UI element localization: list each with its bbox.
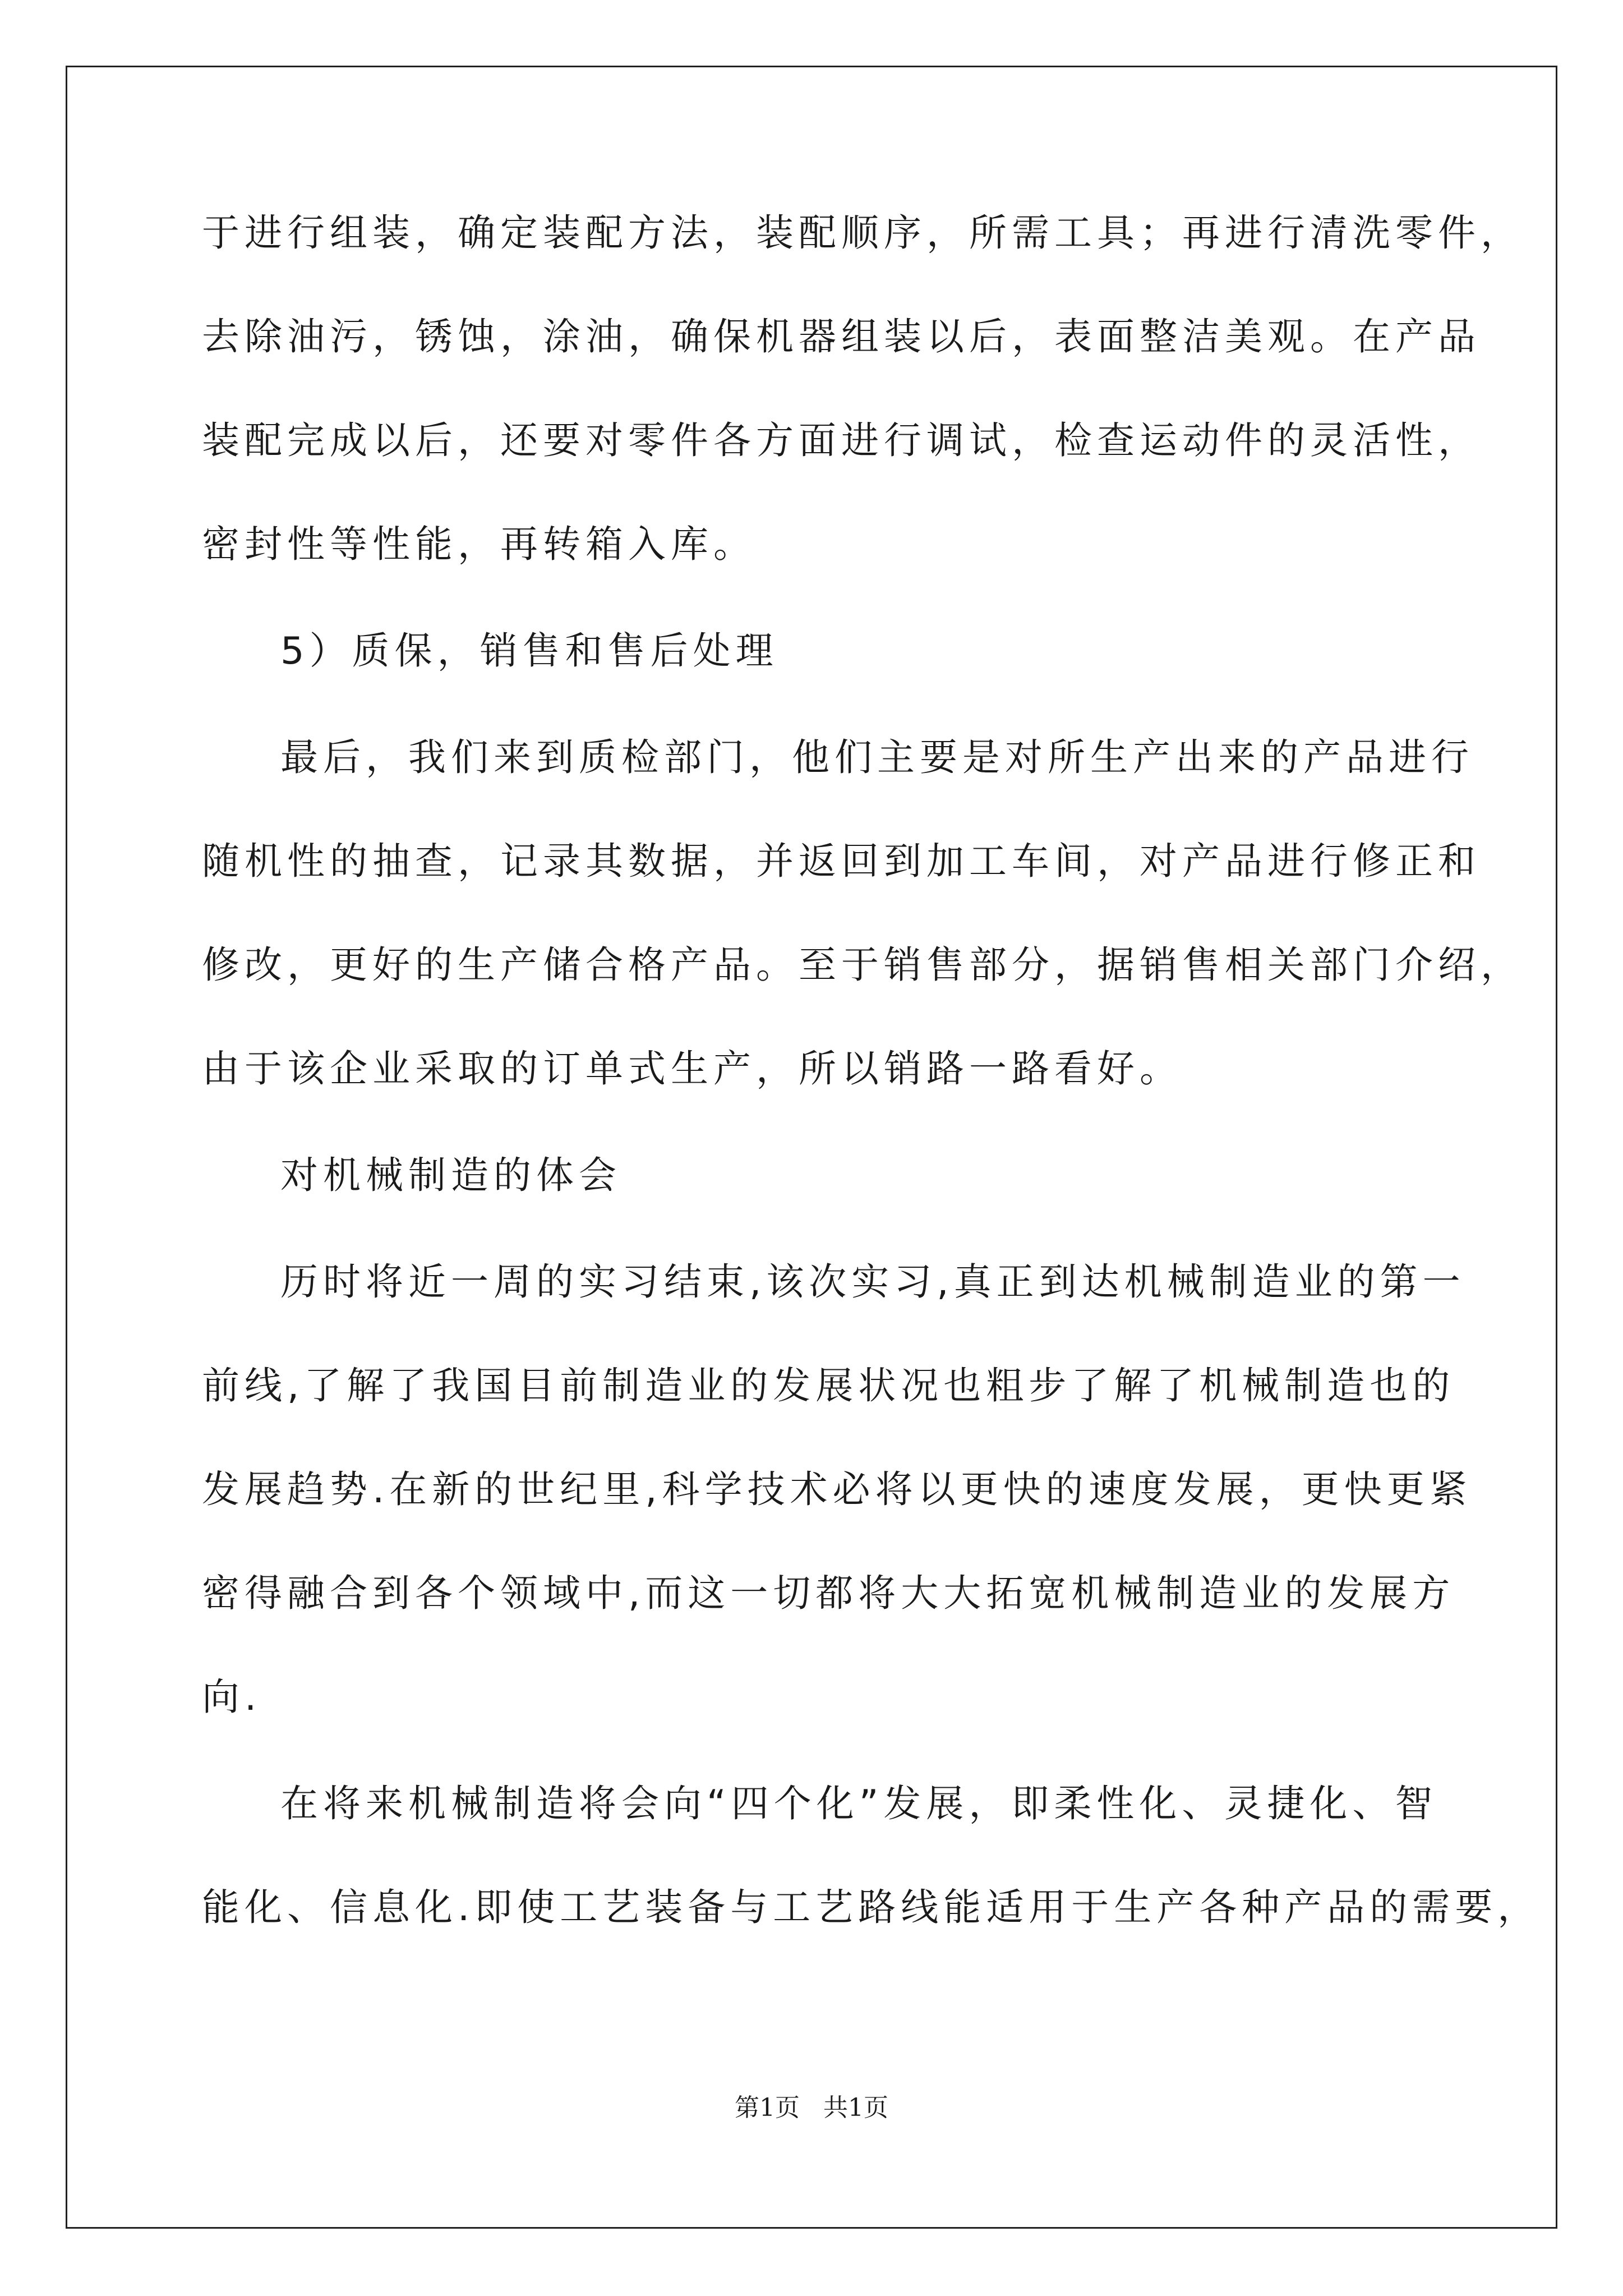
text-line: 修改，更好的生产储合格产品。至于销售部分，据销售相关部门介绍， (202, 943, 1523, 987)
text-line: 能化、信息化.即使工艺装备与工艺路线能适用于生产各种产品的需要， (202, 1885, 1541, 1929)
page-number-current: 第1页 (735, 2093, 800, 2122)
text-line: 随机性的抽查，记录其数据，并返回到加工车间，对产品进行修正和 (202, 839, 1481, 883)
text-line: 于进行组装，确定装配方法，装配顺序，所需工具；再进行清洗零件， (202, 211, 1523, 255)
text-line: 装配完成以后，还要对零件各方面进行调试，检查运动件的灵活性， (202, 418, 1481, 462)
page-number-total: 共1页 (823, 2093, 888, 2122)
text-line: 由于该企业采取的订单式生产，所以销路一路看好。 (202, 1047, 1182, 1091)
text-line: 前线,了解了我国目前制造业的发展状况也粗步了解了机械制造也的 (202, 1364, 1455, 1407)
text-line: 发展趋势.在新的世纪里,科学技术必将以更快的速度发展，更快更紧 (202, 1467, 1472, 1511)
text-line: 向. (202, 1675, 262, 1719)
text-line: 去除油污，锈蚀，涂油，确保机器组装以后，表面整洁美观。在产品 (202, 315, 1481, 358)
text-line: 在将来机械制造将会向“四个化”发展，即柔性化、灵捷化、智 (280, 1782, 1438, 1825)
text-line: 密得融合到各个领域中,而这一切都将大大拓宽机械制造业的发展方 (202, 1571, 1455, 1615)
page-footer (0, 2091, 1623, 2125)
section-heading: 对机械制造的体会 (280, 1153, 621, 1197)
text-line: 历时将近一周的实习结束,该次实习,真正到达机械制造业的第一 (280, 1260, 1465, 1304)
text-line: 密封性等性能，再转箱入库。 (202, 522, 756, 566)
section-heading: 5）质保，销售和售后处理 (280, 629, 778, 673)
text-line: 最后，我们来到质检部门，他们主要是对所生产出来的产品进行 (280, 735, 1474, 779)
